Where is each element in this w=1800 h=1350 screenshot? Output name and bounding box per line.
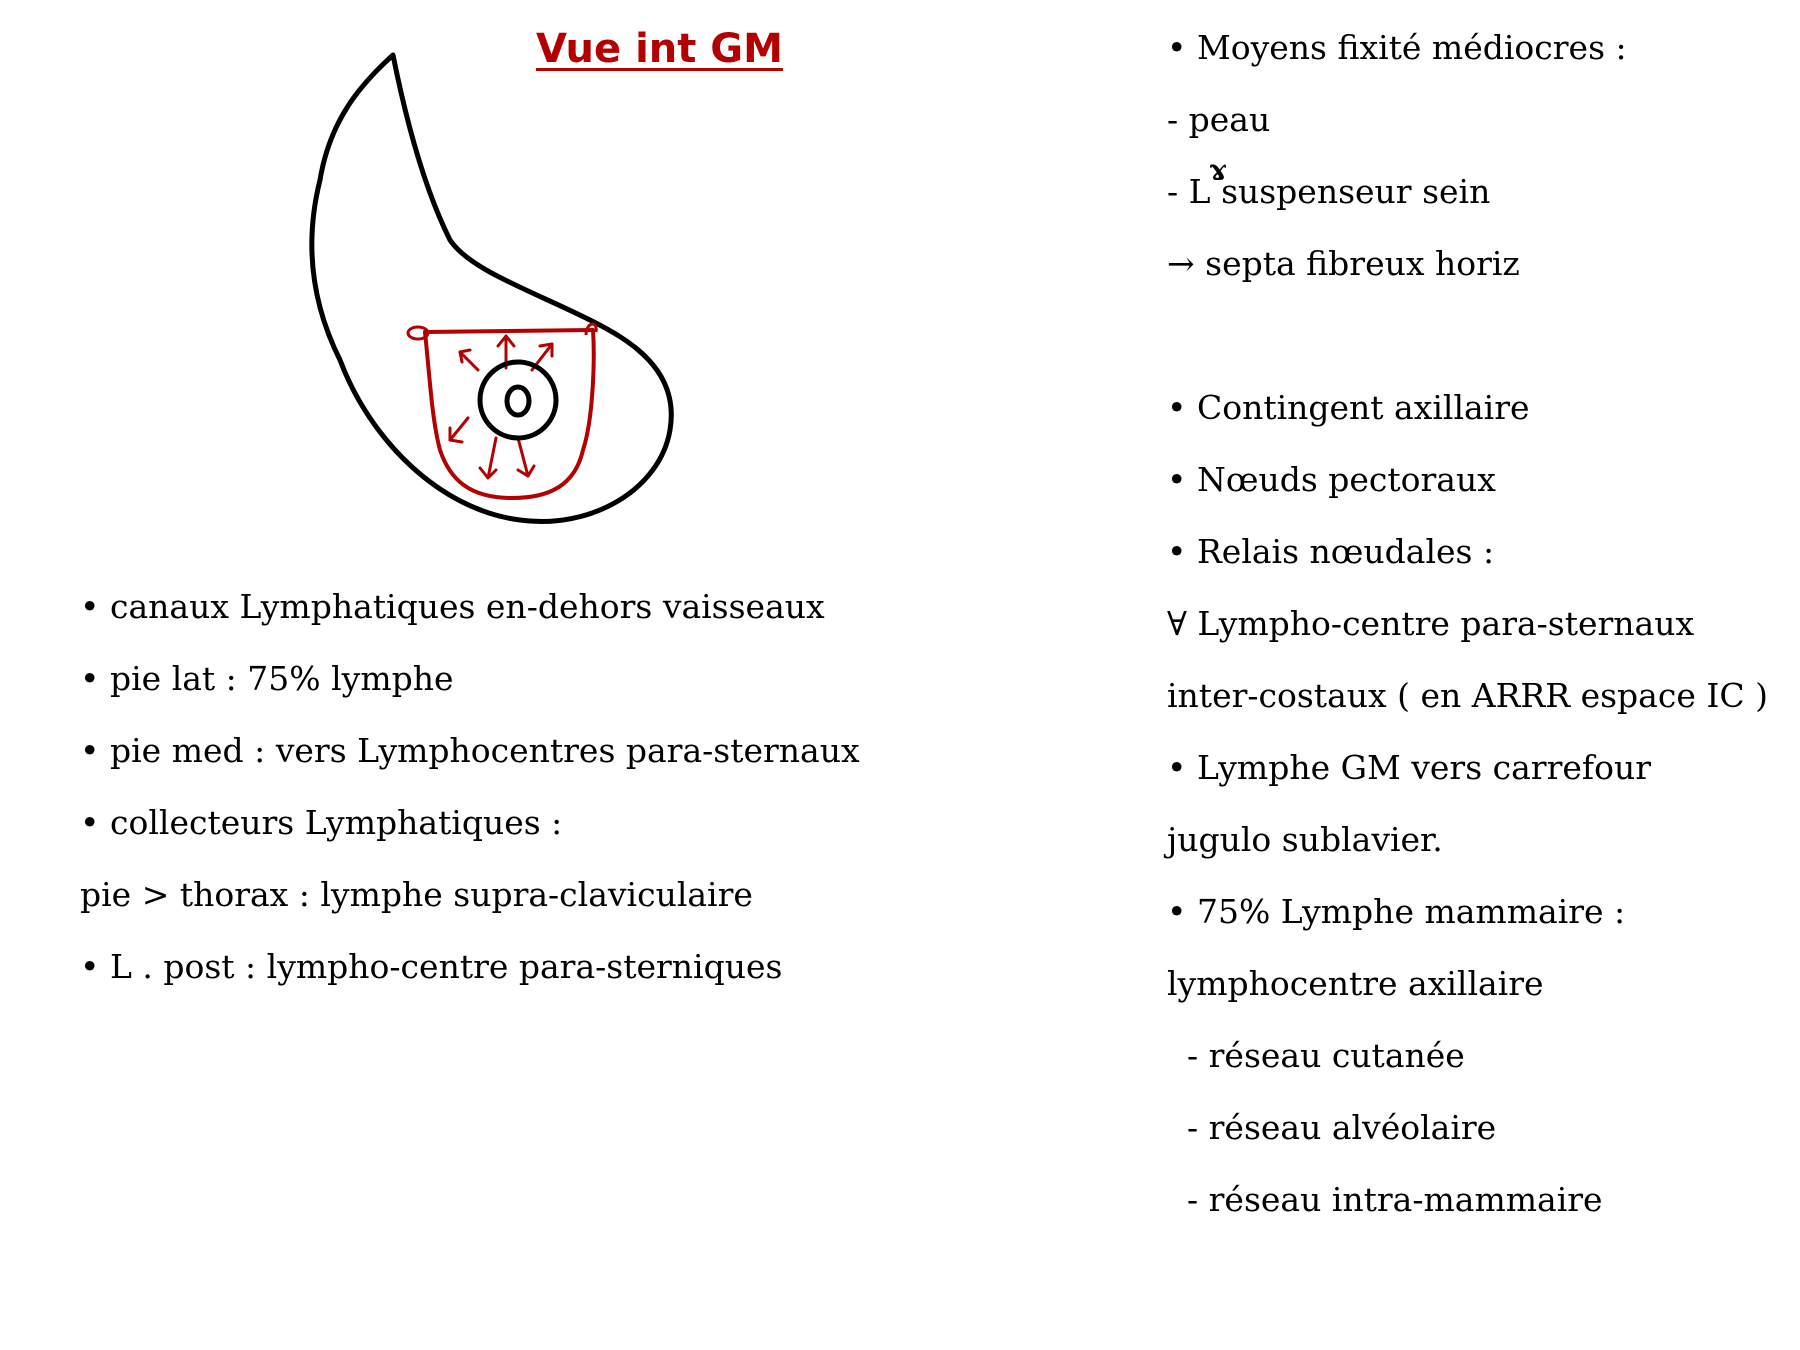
list-item: • canaux Lymphatiques en-dehors vaisseaux (80, 587, 825, 626)
left-notes (80, 587, 900, 1007)
list-item: • Relais nœudales : (1167, 532, 1495, 571)
list-item: • pie lat : 75% lymphe (80, 659, 454, 698)
ligament-symbol: ɤ (1209, 153, 1227, 186)
nipple (507, 387, 529, 415)
list-item: lymphocentre axillaire (1167, 964, 1544, 1003)
list-item: ∀ Lympho-centre para-sternaux (1167, 604, 1695, 643)
bullet: • (80, 947, 100, 986)
bullet: • (80, 803, 100, 842)
fixity-item: → septa fibreux horiz (1167, 244, 1520, 283)
bullet: • (80, 731, 100, 770)
areola (480, 362, 556, 438)
list-item: - réseau cutanée (1187, 1036, 1465, 1075)
bullet: • (80, 659, 100, 698)
list-item: • collecteurs Lymphatiques : (80, 803, 563, 842)
list-item: jugulo sublavier. (1167, 820, 1443, 859)
list-item: • Lymphe GM vers carrefour (1167, 748, 1651, 787)
lymph-flow-arrows (450, 336, 552, 478)
fixity-item: - L ɤ suspenseur sein (1167, 172, 1490, 212)
list-item: - réseau intra-mammaire (1187, 1180, 1603, 1219)
page-title: Vue int GM (536, 26, 783, 72)
list-item: • Contingent axillaire (1167, 388, 1530, 427)
fixity-heading: • Moyens fixité médiocres : (1167, 28, 1627, 67)
right-notes (1167, 28, 1787, 1228)
list-item: - réseau alvéolaire (1187, 1108, 1497, 1147)
breast-outline (312, 55, 671, 522)
lymph-network-outline (425, 330, 594, 498)
list-item: • pie med : vers Lymphocentres para-sternaux (80, 731, 860, 770)
list-item: inter-costaux ( en ARRR espace IC ) (1167, 676, 1769, 715)
list-item: • L . post : lympho-centre para-sterniques (80, 947, 783, 986)
breast-lymph-diagram (300, 40, 700, 560)
bullet: • (80, 587, 100, 626)
list-item: • Nœuds pectoraux (1167, 460, 1496, 499)
list-item: pie > thorax : lymphe supra-claviculaire (80, 875, 753, 914)
list-item: • 75% Lymphe mammaire : (1167, 892, 1626, 931)
fixity-item: - peau (1167, 100, 1271, 139)
